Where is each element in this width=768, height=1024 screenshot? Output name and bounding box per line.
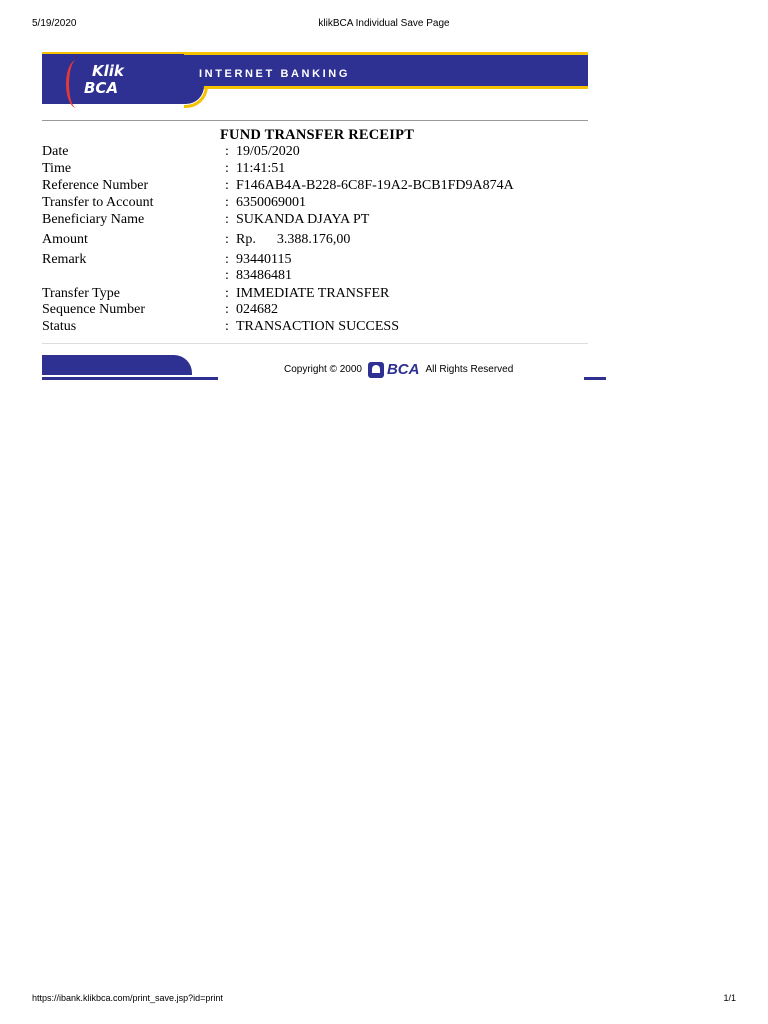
section-title: INTERNET BANKING xyxy=(199,68,350,80)
footer-decoration xyxy=(584,377,606,380)
row-value: IMMEDIATE TRANSFER xyxy=(236,286,390,301)
bca-logo-text: BCA xyxy=(386,361,420,378)
footer-decoration xyxy=(42,355,192,375)
copyright-notice xyxy=(284,361,513,378)
row-separator: : xyxy=(225,319,229,334)
bca-logo xyxy=(368,361,420,378)
footer-decoration xyxy=(42,377,218,380)
row-label: Date xyxy=(42,144,69,159)
row-label: Transfer to Account xyxy=(42,195,154,210)
row-value: 83486481 xyxy=(236,268,292,283)
page-number: 1/1 xyxy=(723,993,736,1003)
internet-banking-banner xyxy=(42,52,588,110)
row-label: Transfer Type xyxy=(42,286,120,301)
row-separator: : xyxy=(225,178,229,193)
row-separator: : xyxy=(225,161,229,176)
row-value: Rp. 3.388.176,00 xyxy=(236,232,351,247)
row-label: Remark xyxy=(42,252,87,267)
page-footer xyxy=(42,355,606,381)
print-footer xyxy=(32,993,736,1007)
row-separator: : xyxy=(225,268,229,283)
row-value: 19/05/2020 xyxy=(236,144,300,159)
row-separator: : xyxy=(225,195,229,210)
print-header xyxy=(32,18,736,32)
row-value: SUKANDA DJAYA PT xyxy=(236,212,370,227)
klikbca-logo xyxy=(64,52,136,106)
divider xyxy=(42,120,588,121)
row-separator: : xyxy=(225,252,229,267)
print-url: https://ibank.klikbca.com/print_save.jsp?id=print xyxy=(32,993,223,1003)
row-label: Beneficiary Name xyxy=(42,212,145,227)
row-label: Status xyxy=(42,319,77,334)
row-value: 024682 xyxy=(236,302,278,317)
row-value: 6350069001 xyxy=(236,195,306,210)
copyright-text: Copyright © 2000 xyxy=(284,364,362,375)
logo-text-bca: BCA xyxy=(84,79,119,97)
row-label: Sequence Number xyxy=(42,302,146,317)
row-value: 11:41:51 xyxy=(236,161,286,176)
divider xyxy=(42,343,588,344)
row-label: Reference Number xyxy=(42,178,149,193)
row-label: Time xyxy=(42,161,72,176)
rights-text: All Rights Reserved xyxy=(425,364,514,375)
receipt-title: FUND TRANSFER RECEIPT xyxy=(220,127,415,143)
bca-emblem-icon xyxy=(368,362,384,378)
row-value: TRANSACTION SUCCESS xyxy=(236,319,399,334)
row-value: F146AB4A-B228-6C8F-19A2-BCB1FD9A874A xyxy=(236,178,514,193)
print-page-title: klikBCA Individual Save Page xyxy=(318,18,450,29)
row-label: Amount xyxy=(42,232,88,247)
row-separator: : xyxy=(225,302,229,317)
row-separator: : xyxy=(225,232,229,247)
print-date: 5/19/2020 xyxy=(32,18,77,29)
row-value: 93440115 xyxy=(236,252,292,267)
row-separator: : xyxy=(225,212,229,227)
row-separator: : xyxy=(225,144,229,159)
logo-text-klik: Klik xyxy=(92,62,124,80)
row-separator: : xyxy=(225,286,229,301)
